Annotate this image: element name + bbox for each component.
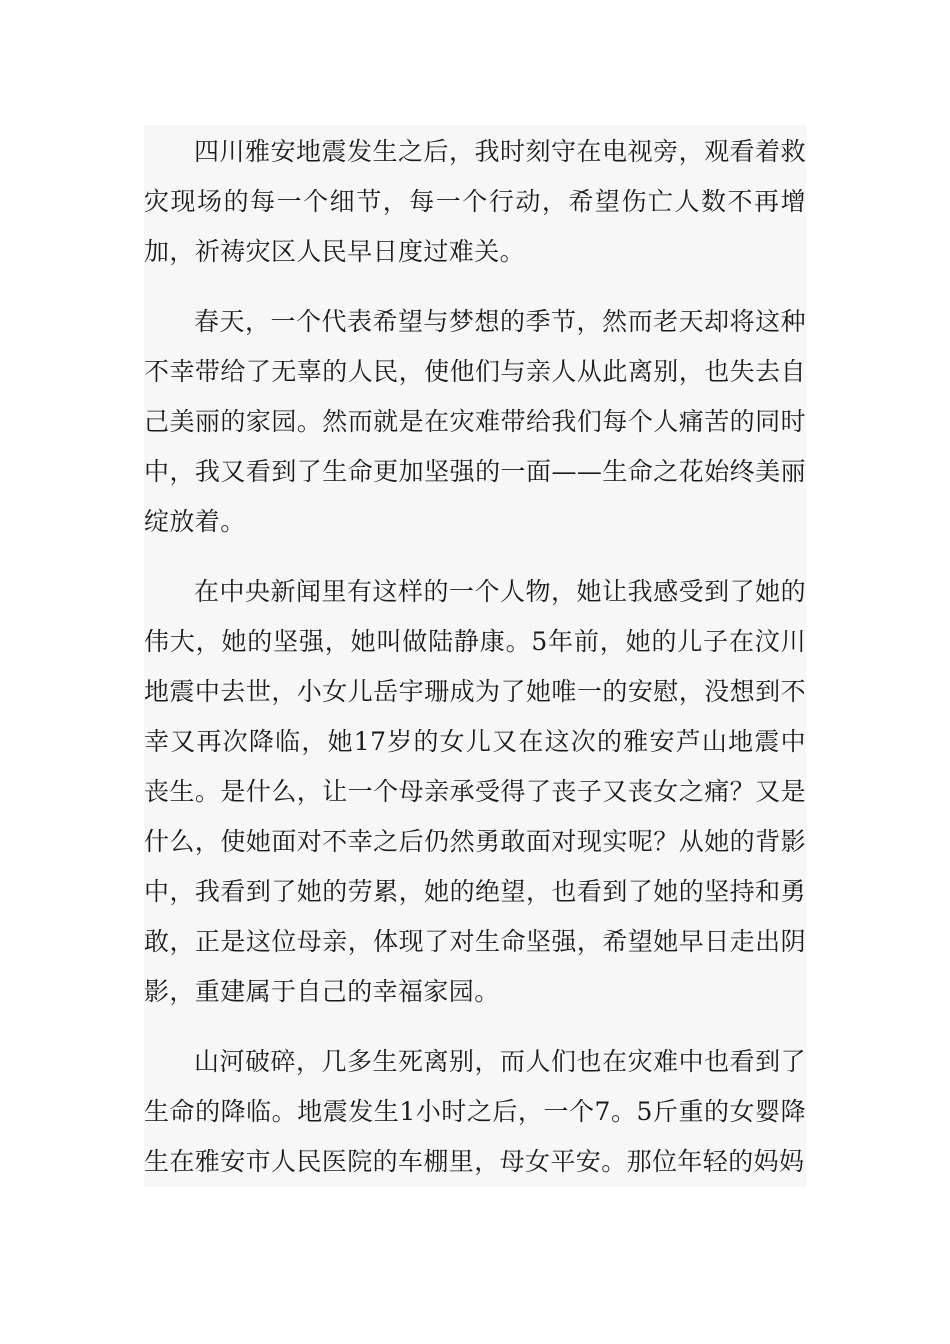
paragraph-4: 山河破碎，几多生死离别，而人们也在灾难中也看到了生命的降临。地震发生1小时之后，一个7。5斤重的女婴降生在雅安市人民医院的车棚里，母女平安。那位年轻的妈妈 <box>144 1047 806 1176</box>
essay-text-block <box>144 125 806 1187</box>
paragraph-1: 四川雅安地震发生之后，我时刻守在电视旁，观看着救灾现场的每一个细节，每一个行动，希望伤亡人数不再增加，祈祷灾区人民早日度过难关。 <box>144 137 806 266</box>
paragraph-3: 在中央新闻里有这样的一个人物，她让我感受到了她的伟大，她的坚强，她叫做陆静康。5年前，她的儿子在汶川地震中去世，小女儿岳宇珊成为了她唯一的安慰，没想到不幸又再次降临，她17岁的女儿又在这次的雅安芦山地震中丧生。是什么，让一个母亲承受得了丧子又丧女之痛？又是什么，使她面对不幸之后仍然勇敢面对现实呢？从她的背影中，我看到了她的劳累，她的绝望，也看到了她的坚持和勇敢，正是这位母亲，体现了对生命坚强，希望她早日走出阴影，重建属于自己的幸福家园。 <box>144 577 806 1006</box>
paragraph-2: 春天，一个代表希望与梦想的季节，然而老天却将这种不幸带给了无辜的人民，使他们与亲人从此离别，也失去自己美丽的家园。然而就是在灾难带给我们每个人痛苦的同时中，我又看到了生命更加坚强的一面——生命之花始终美丽绽放着。 <box>144 307 806 536</box>
